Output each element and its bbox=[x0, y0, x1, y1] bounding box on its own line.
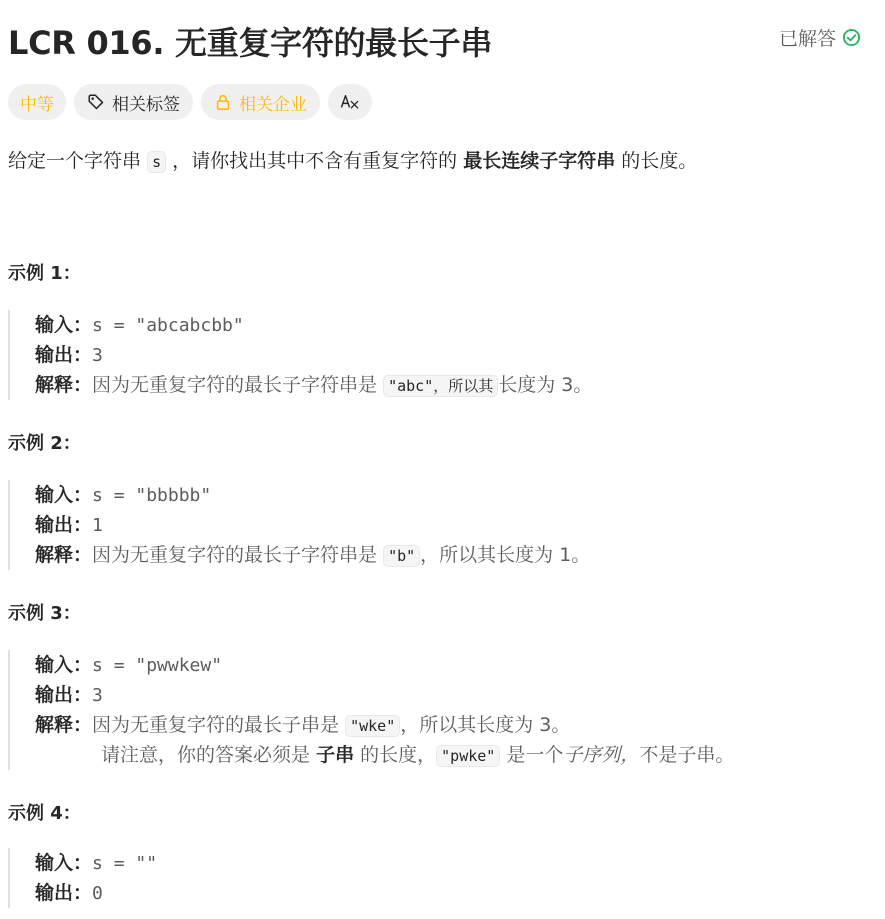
inline-code-s: s bbox=[147, 151, 166, 173]
note-text: 不是子串。 bbox=[639, 744, 735, 766]
related-companies-label: 相关企业 bbox=[239, 94, 307, 115]
example-output-value: 3 bbox=[92, 345, 103, 366]
input-label: 输入： bbox=[35, 314, 93, 336]
solved-label: 已解答 bbox=[778, 28, 836, 50]
note-text: 请注意，你的答案必须是 bbox=[101, 744, 311, 766]
related-tags-button[interactable] bbox=[74, 84, 193, 120]
example-input-value: s = "bbbbb" bbox=[92, 485, 212, 506]
example-output-line bbox=[35, 340, 592, 370]
example-title: 示例 4： bbox=[8, 803, 81, 824]
example-title: 示例 3： bbox=[8, 603, 81, 624]
example-explanation-line bbox=[35, 540, 590, 570]
check-circle-icon bbox=[842, 28, 861, 47]
example-output-value: 0 bbox=[92, 883, 103, 904]
input-label: 输入： bbox=[35, 654, 93, 676]
note-emphasis: 子串 bbox=[316, 744, 355, 766]
example-explanation-line bbox=[35, 710, 734, 740]
related-tags-label: 相关标签 bbox=[112, 94, 180, 115]
tag-icon bbox=[87, 93, 105, 111]
example-block bbox=[8, 848, 157, 908]
note-text: 的长度， bbox=[360, 744, 437, 766]
example-output-line bbox=[35, 680, 734, 710]
inline-code: "abc"，所以其 bbox=[383, 375, 498, 397]
example-output-value: 1 bbox=[92, 515, 103, 536]
example-output-value: 3 bbox=[92, 685, 103, 706]
output-label: 输出： bbox=[35, 684, 93, 706]
explanation-text: 因为无重复字符的最长子字符串是 bbox=[92, 374, 378, 396]
description-emphasis: 最长连续子字符串 bbox=[463, 150, 616, 172]
problem-description bbox=[8, 146, 697, 177]
output-label: 输出： bbox=[35, 882, 93, 904]
translate-button[interactable] bbox=[328, 84, 372, 120]
description-text: 的长度。 bbox=[621, 150, 698, 172]
inline-code: "wke" bbox=[345, 715, 400, 737]
example-input-value: s = "abcabcbb" bbox=[92, 315, 244, 336]
note-italic: 子序列， bbox=[563, 744, 640, 766]
example-input-line bbox=[35, 848, 157, 878]
example-title: 示例 2： bbox=[8, 433, 81, 454]
input-label: 输入： bbox=[35, 852, 93, 874]
difficulty-badge bbox=[8, 84, 66, 120]
example-output-line bbox=[35, 510, 590, 540]
lock-icon bbox=[214, 93, 232, 111]
example-block bbox=[8, 310, 592, 400]
explain-label: 解释： bbox=[35, 714, 93, 736]
example-input-line bbox=[35, 650, 734, 680]
example-output-line bbox=[35, 878, 157, 908]
translate-icon bbox=[340, 93, 360, 111]
example-block bbox=[8, 650, 734, 770]
tag-row bbox=[8, 84, 372, 120]
output-label: 输出： bbox=[35, 514, 93, 536]
example-block bbox=[8, 480, 590, 570]
problem-title: LCR 016. 无重复字符的最长子串 bbox=[8, 24, 493, 62]
example-input-line bbox=[35, 310, 592, 340]
example-note-line bbox=[35, 740, 734, 770]
explanation-text: ，所以其长度为 1。 bbox=[420, 544, 591, 566]
solved-status bbox=[779, 24, 861, 51]
example-input-value: s = "" bbox=[92, 853, 158, 874]
explain-label: 解释： bbox=[35, 374, 93, 396]
example-input-line bbox=[35, 480, 590, 510]
problem-header bbox=[8, 14, 861, 62]
related-companies-button[interactable] bbox=[201, 84, 320, 120]
note-text: 是一个 bbox=[506, 744, 564, 766]
explanation-text: ，所以其长度为 3。 bbox=[400, 714, 571, 736]
explanation-text: 因为无重复字符的最长子串是 bbox=[92, 714, 340, 736]
inline-code: "pwke" bbox=[436, 745, 500, 767]
input-label: 输入： bbox=[35, 484, 93, 506]
inline-code: "b" bbox=[383, 545, 420, 567]
description-text: ，请你找出其中不含有重复字符的 bbox=[172, 150, 458, 172]
output-label: 输出： bbox=[35, 344, 93, 366]
example-input-value: s = "pwwkew" bbox=[92, 655, 223, 676]
example-title: 示例 1： bbox=[8, 263, 81, 284]
explanation-text: 长度为 3。 bbox=[498, 374, 593, 396]
difficulty-label: 中等 bbox=[20, 94, 54, 115]
explanation-text: 因为无重复字符的最长子字符串是 bbox=[92, 544, 378, 566]
explain-label: 解释： bbox=[35, 544, 93, 566]
description-text: 给定一个字符串 bbox=[8, 150, 142, 172]
example-explanation-line bbox=[35, 370, 592, 400]
